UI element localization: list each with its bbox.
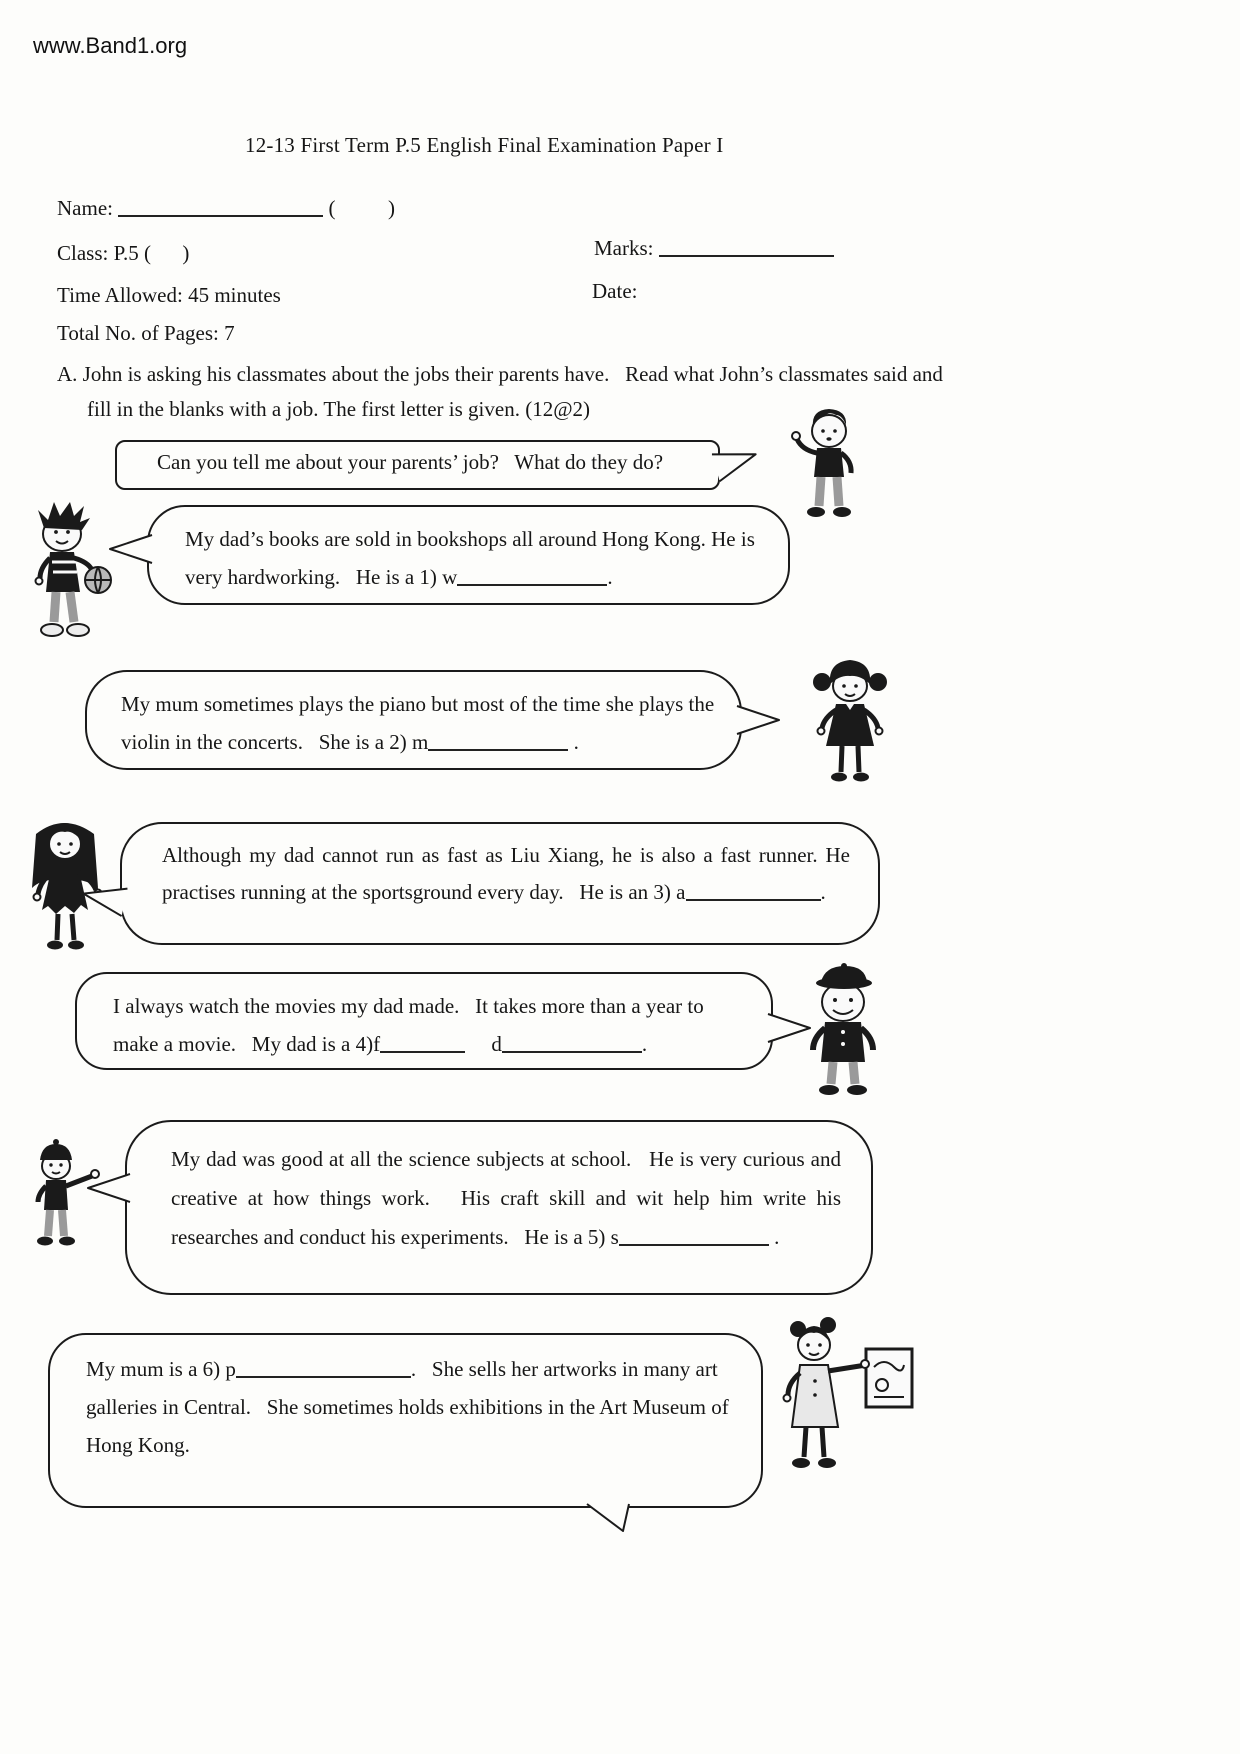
text-run: Name: — [57, 196, 119, 220]
text-run: My dad’s books are sold in bookshops all around Hong Kong. He is very hardworking. He is a 1) w — [185, 527, 755, 589]
total-pages-field: Total No. of Pages: 7 — [57, 321, 235, 345]
bubble-text — [121, 686, 716, 762]
bubble-text — [157, 450, 702, 475]
bubble-tail-right-icon — [735, 702, 781, 738]
bubble-tail-right-icon — [709, 438, 763, 485]
answer-blank — [502, 1036, 642, 1053]
bubble-text — [113, 988, 747, 1064]
page-title: 12-13 First Term P.5 English Final Examination Paper I — [245, 133, 724, 157]
text-run: Can you tell me about your parents’ job? What do they do? — [157, 450, 664, 474]
speech-bubble-john-question — [115, 440, 720, 490]
date-field: Date: — [592, 279, 638, 303]
artist-girl-illustration — [770, 1315, 920, 1505]
answer-blank — [686, 884, 821, 901]
text-run: . — [641, 1031, 648, 1056]
name-field — [57, 196, 395, 221]
bubble-tail-bottom-icon — [583, 1502, 631, 1535]
speech-bubble-writer — [147, 505, 790, 605]
bubble-tail-left-icon — [86, 1170, 132, 1206]
section-a-instructions: A. John is asking his classmates about the jobs their parents have. Read what John’s classmates said and fill in the blanks with a job. The first letter is given. (12@2) — [57, 362, 943, 421]
answer-blank — [118, 200, 323, 217]
text-run: . She sells her artworks in many art galleries in Central. She sometimes holds exhibitions in the Art Museum of Hong Kong. — [86, 1357, 729, 1457]
text-run: . — [820, 879, 826, 904]
text-run: d — [465, 1031, 502, 1056]
text-run: My mum sometimes plays the piano but most of the time she plays the violin in the concerts. She is a 2) m — [121, 692, 715, 754]
text-run: . — [568, 729, 579, 754]
bubble-tail-left-icon — [108, 531, 154, 567]
text-run: . — [607, 564, 613, 589]
speech-bubble-film-director — [75, 972, 773, 1070]
answer-blank — [619, 1229, 769, 1246]
answer-blank — [457, 569, 607, 586]
bubble-text — [171, 1140, 841, 1257]
speech-bubble-painter — [48, 1333, 763, 1508]
answer-blank — [380, 1036, 465, 1053]
text-run: My dad was good at all the science subjects at school. He is very curious and creative at how things work. His craft skill and wit help him write his researches and conduct his experiments. He is a 5) s — [171, 1147, 841, 1249]
john-character-illustration — [782, 403, 874, 521]
answer-blank — [236, 1361, 411, 1378]
text-run: Although my dad cannot run as fast as Liu Xiang, he is also a fast runner. He practises running at the sportsground every day. He is an 3) a — [162, 843, 850, 904]
watermark: www.Band1.org — [33, 33, 188, 58]
answer-blank — [428, 734, 568, 751]
bubble-tail-right-icon — [766, 1010, 812, 1046]
bubble-text — [86, 1351, 735, 1464]
speech-bubble-scientist — [125, 1120, 873, 1295]
text-run: Marks: — [594, 236, 659, 260]
bubble-text — [162, 837, 850, 911]
text-run: . — [768, 1224, 780, 1249]
text-run: My mum is a 6) p — [86, 1357, 236, 1381]
answer-blank — [659, 240, 834, 257]
pigtail-girl-illustration — [800, 650, 900, 790]
text-run: ( ) — [323, 196, 395, 220]
basketball-boy-illustration — [12, 498, 124, 648]
text-run: I always watch the movies my dad made. It takes more than a year to make a movie. My dad is a 4)f — [113, 994, 704, 1056]
speech-bubble-athlete — [120, 822, 880, 945]
marks-field — [594, 236, 834, 261]
speech-bubble-musician — [85, 670, 742, 770]
class-field: Class: P.5 ( ) — [57, 241, 190, 265]
bubble-text — [185, 521, 764, 597]
time-allowed-field: Time Allowed: 45 minutes — [57, 283, 281, 307]
